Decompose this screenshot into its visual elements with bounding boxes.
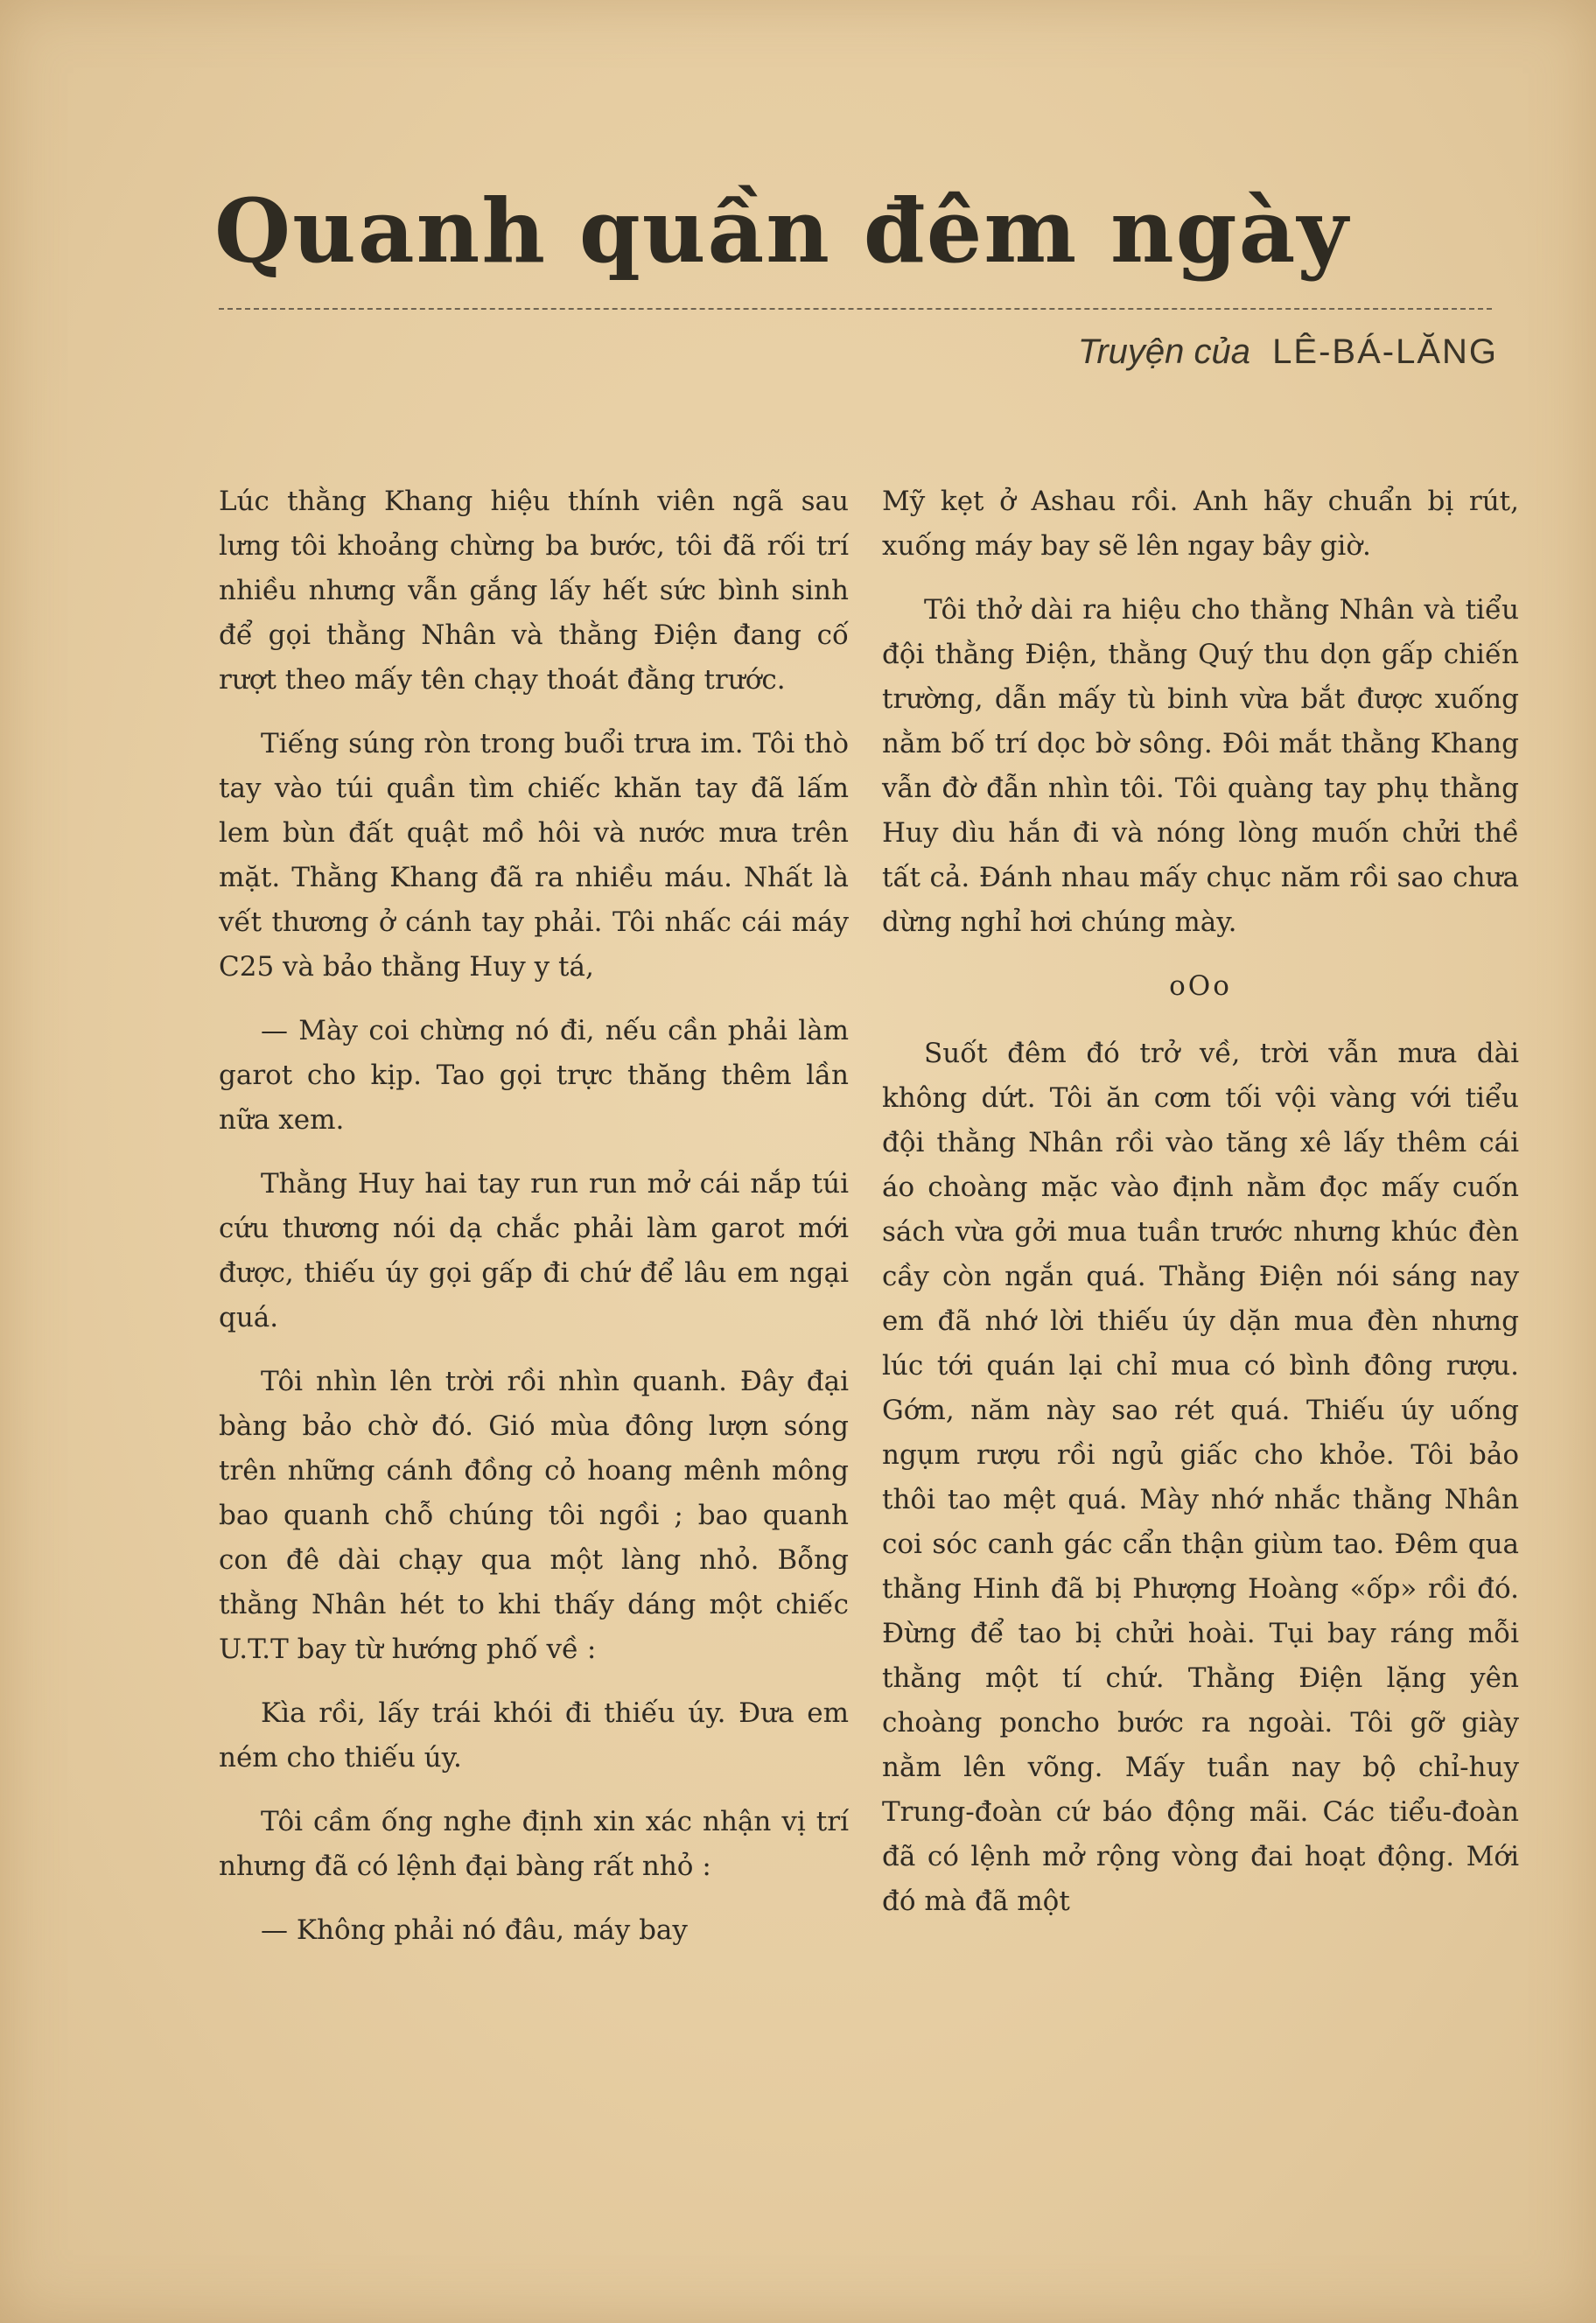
left-column [219, 479, 849, 1972]
paragraph: Tôi cầm ống nghe định xin xác nhận vị trí nhưng đã có lệnh đại bàng rất nhỏ : [219, 1806, 849, 1882]
paragraph: — Không phải nó đâu, máy bay [261, 1914, 688, 1946]
right-column [882, 479, 1519, 1943]
article-title: Quanh quần đêm ngày [214, 179, 1350, 283]
paragraph: Tôi nhìn lên trời rồi nhìn quanh. Đây đại bàng bảo chờ đó. Gió mùa đông lượn sóng trên những cánh đồng cỏ hoang mênh mông bao quanh chỗ chúng tôi ngồi ; bao quanh con đê dài chạy qua một làng nhỏ. Bỗng thằng Nhân hét to khi thấy dáng một chiếc U.T.T bay từ hướng phố về : [219, 1366, 849, 1665]
paragraph: Suốt đêm đó trở về, trời vẫn mưa dài không dứt. Tôi ăn cơm tối vội vàng với tiểu đội thằng Nhân rồi vào tăng xê lấy thêm cái áo choàng mặc vào định nằm đọc mấy cuốn sách vừa gởi mua tuần trước nhưng khúc đèn cầy còn ngắn quá. Thằng Điện nói sáng nay em đã nhớ lời thiếu úy dặn mua đèn nhưng lúc tới quán lại chỉ mua có bình đông rượu. Gớm, năm này sao rét quá. Thiếu úy uống ngụm rượu rồi ngủ giấc cho khỏe. Tôi bảo thôi tao mệt quá. Mày nhớ nhắc thằng Nhân coi sóc canh gác cẩn thận giùm tao. Đêm qua thằng Hinh đã bị Phượng Hoàng «ốp» rồi đó. Đừng để tao bị chửi hoài. Tụi bay ráng mỗi thằng một tí chứ. Thằng Điện lặng yên choàng poncho bước ra ngoài. Tôi gỡ giày nằm lên võng. Mấy tuần nay bộ chỉ-huy Trung-đoàn cứ báo động mãi. Các tiểu-đoàn đã có lệnh mở rộng vòng đai hoạt động. Mới đó mà đã một [882, 1038, 1519, 1917]
paragraph: Tôi thở dài ra hiệu cho thằng Nhân và tiểu đội thằng Điện, thằng Quý thu dọn gấp chiến trường, dẫn mấy tù binh vừa bắt được xuống nằm bố trí dọc bờ sông. Đôi mắt thằng Khang vẫn đờ đẫn nhìn tôi. Tôi quàng tay phụ thằng Huy dìu hắn đi và nóng lòng muốn chửi thề tất cả. Đánh nhau mấy chục năm rồi sao chưa dừng nghỉ hơi chúng mày. [882, 594, 1519, 938]
byline [1078, 332, 1498, 372]
paragraph: — Mày coi chừng nó đi, nếu cần phải làm garot cho kịp. Tao gọi trực thăng thêm lần nữa xem. [219, 1015, 849, 1136]
paragraph: Mỹ kẹt ở Ashau rồi. Anh hãy chuẩn bị rút, xuống máy bay sẽ lên ngay bây giờ. [882, 486, 1519, 562]
paragraph: Tiếng súng ròn trong buổi trưa im. Tôi thò tay vào túi quần tìm chiếc khăn tay đã lấm lem bùn đất quật mồ hôi và nước mưa trên mặt. Thằng Khang đã ra nhiều máu. Nhất là vết thương ở cánh tay phải. Tôi nhấc cái máy C25 và bảo thằng Huy y tá, [219, 728, 849, 983]
section-separator: oOo [1169, 970, 1232, 1002]
paragraph: Kìa rồi, lấy trái khói đi thiếu úy. Đưa em ném cho thiếu úy. [219, 1697, 849, 1774]
paragraph: Lúc thằng Khang hiệu thính viên ngã sau lưng tôi khoảng chừng ba bước, tôi đã rối trí nhiều nhưng vẫn gắng lấy hết sức bình sinh để gọi thằng Nhân và thằng Điện đang cố rượt theo mấy tên chạy thoát đằng trước. [219, 486, 849, 696]
byline-author: LÊ-BÁ-LĂNG [1272, 332, 1498, 371]
byline-prefix: Truyện của [1077, 332, 1251, 371]
title-divider [219, 308, 1492, 310]
paragraph: Thằng Huy hai tay run run mở cái nắp túi cứu thương nói dạ chắc phải làm garot mới được, thiếu úy gọi gấp đi chứ để lâu em ngại quá. [219, 1168, 849, 1333]
